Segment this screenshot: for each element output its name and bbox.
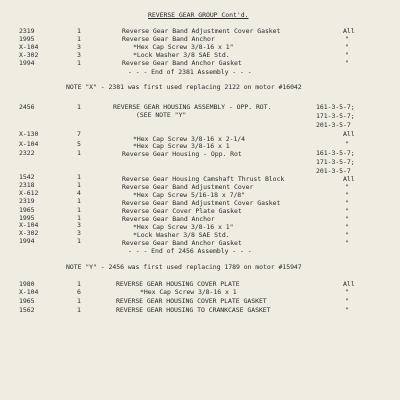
description: *Lock Washer 3/8 SAE Std. <box>133 51 230 59</box>
end-assembly-line: - - - End of 2381 Assembly - - - <box>128 68 252 76</box>
applicability: All <box>343 280 355 288</box>
description: *Hex Cap Screw 3/8-16 x 1 <box>140 288 237 296</box>
quantity: 1 <box>77 237 81 245</box>
description: Reverse Gear Band Adjustment Cover Gasket <box>122 199 281 207</box>
part-number: X-302 <box>19 51 39 59</box>
quantity: 7 <box>77 130 81 138</box>
applicability: 201-3-5-7 <box>316 121 351 129</box>
quantity: 1 <box>77 306 81 314</box>
part-number: 1562 <box>19 306 35 314</box>
page-title: REVERSE GEAR GROUP Cont'd. <box>148 11 249 19</box>
description: Reverse Gear Housing - Opp. Rot <box>122 150 242 158</box>
note-y: NOTE "Y" - 2456 was first used replacing 1789 on motor #15947 <box>66 263 302 271</box>
applicability: " <box>345 288 349 296</box>
applicability: " <box>345 306 349 314</box>
description: Reverse Gear Band Adjustment Cover Gasket <box>122 27 281 35</box>
applicability: " <box>345 191 349 199</box>
applicability: " <box>345 297 349 305</box>
part-number: X-104 <box>19 43 39 51</box>
part-number: X-104 <box>19 140 39 148</box>
applicability: " <box>345 239 349 247</box>
description: Reverse Gear Band Adjustment Cover <box>122 183 254 191</box>
description: Reverse Gear Band Anchor Gasket <box>122 59 242 67</box>
applicability: 161-3-5-7; <box>316 103 355 111</box>
description: Reverse Gear Housing Camshaft Thrust Block <box>122 175 285 183</box>
part-number: 1995 <box>19 214 35 222</box>
part-number: 2319 <box>19 197 35 205</box>
quantity: 4 <box>77 189 81 197</box>
applicability: 161-3-5-7; <box>316 149 355 157</box>
description: Reverse Gear Cover Plate Gasket <box>122 207 242 215</box>
applicability: " <box>345 51 349 59</box>
part-number: X-104 <box>19 288 39 296</box>
applicability: 171-3-5-7; <box>316 112 355 120</box>
applicability: " <box>345 59 349 67</box>
applicability: " <box>345 35 349 43</box>
note-x: NOTE "X" - 2381 was first used replacing 2122 on motor #16042 <box>66 83 302 91</box>
applicability: 201-3-5-7 <box>316 167 351 175</box>
applicability: " <box>345 223 349 231</box>
quantity: 1 <box>77 280 81 288</box>
part-number: 1980 <box>19 280 35 288</box>
part-number: 1994 <box>19 59 35 67</box>
end-assembly-line: - - - End of 2456 Assembly - - - <box>128 247 252 255</box>
description: REVERSE GEAR HOUSING TO CRANKCASE GASKET <box>116 306 271 314</box>
description: *Hex Cap Screw 3/8-16 x 1 <box>133 142 230 150</box>
part-number: 2322 <box>19 149 35 157</box>
quantity: 1 <box>77 197 81 205</box>
quantity: 1 <box>77 173 81 181</box>
description: REVERSE GEAR HOUSING COVER PLATE GASKET <box>116 297 267 305</box>
quantity: 1 <box>77 297 81 305</box>
quantity: 1 <box>77 27 81 35</box>
applicability: All <box>343 27 355 35</box>
description: Reverse Gear Band Anchor <box>122 35 215 43</box>
quantity: 1 <box>77 214 81 222</box>
description: *Hex Cap Screw 3/8-16 x 1" <box>133 223 234 231</box>
part-number: X-104 <box>19 221 39 229</box>
part-number: 1995 <box>19 35 35 43</box>
quantity: 3 <box>77 229 81 237</box>
description: *Hex Cap Screw 5/16-18 x 7/8" <box>133 191 246 199</box>
part-number: 1542 <box>19 173 35 181</box>
quantity: 1 <box>77 35 81 43</box>
part-number: 2318 <box>19 181 35 189</box>
quantity: 1 <box>77 149 81 157</box>
quantity: 3 <box>77 51 81 59</box>
part-number: X-612 <box>19 189 39 197</box>
applicability: " <box>345 231 349 239</box>
applicability: " <box>345 199 349 207</box>
quantity: 1 <box>77 206 81 214</box>
description: *Hex Cap Screw 3/8-16 x 2-1/4 <box>133 135 246 143</box>
quantity: 1 <box>77 59 81 67</box>
quantity: 3 <box>77 43 81 51</box>
applicability: " <box>345 183 349 191</box>
description: REVERSE GEAR HOUSING ASSEMBLY - OPP. ROT. <box>113 103 272 111</box>
applicability: " <box>345 140 349 148</box>
description: Reverse Gear Band Anchor Gasket <box>122 239 242 247</box>
applicability: All <box>343 130 355 138</box>
part-number: X-302 <box>19 229 39 237</box>
quantity: 6 <box>77 288 81 296</box>
description: *Hex Cap Screw 3/8-16 x 1" <box>133 43 234 51</box>
part-number: 1965 <box>19 206 35 214</box>
applicability: " <box>345 43 349 51</box>
quantity: 5 <box>77 140 81 148</box>
applicability: " <box>345 207 349 215</box>
description: REVERSE GEAR HOUSING COVER PLATE <box>116 280 240 288</box>
applicability: All <box>343 175 355 183</box>
part-number: X-130 <box>19 130 39 138</box>
applicability: 171-3-5-7; <box>316 158 355 166</box>
description: *Lock Washer 3/8 SAE Std. <box>133 231 230 239</box>
part-number: 1965 <box>19 297 35 305</box>
quantity: 3 <box>77 221 81 229</box>
quantity: 1 <box>77 103 81 111</box>
applicability: " <box>345 215 349 223</box>
description-note: (SEE NOTE "Y" <box>136 111 187 119</box>
part-number: 2319 <box>19 27 35 35</box>
quantity: 1 <box>77 181 81 189</box>
part-number: 1994 <box>19 237 35 245</box>
part-number: 2456 <box>19 103 35 111</box>
description: Reverse Gear Band Anchor <box>122 215 215 223</box>
